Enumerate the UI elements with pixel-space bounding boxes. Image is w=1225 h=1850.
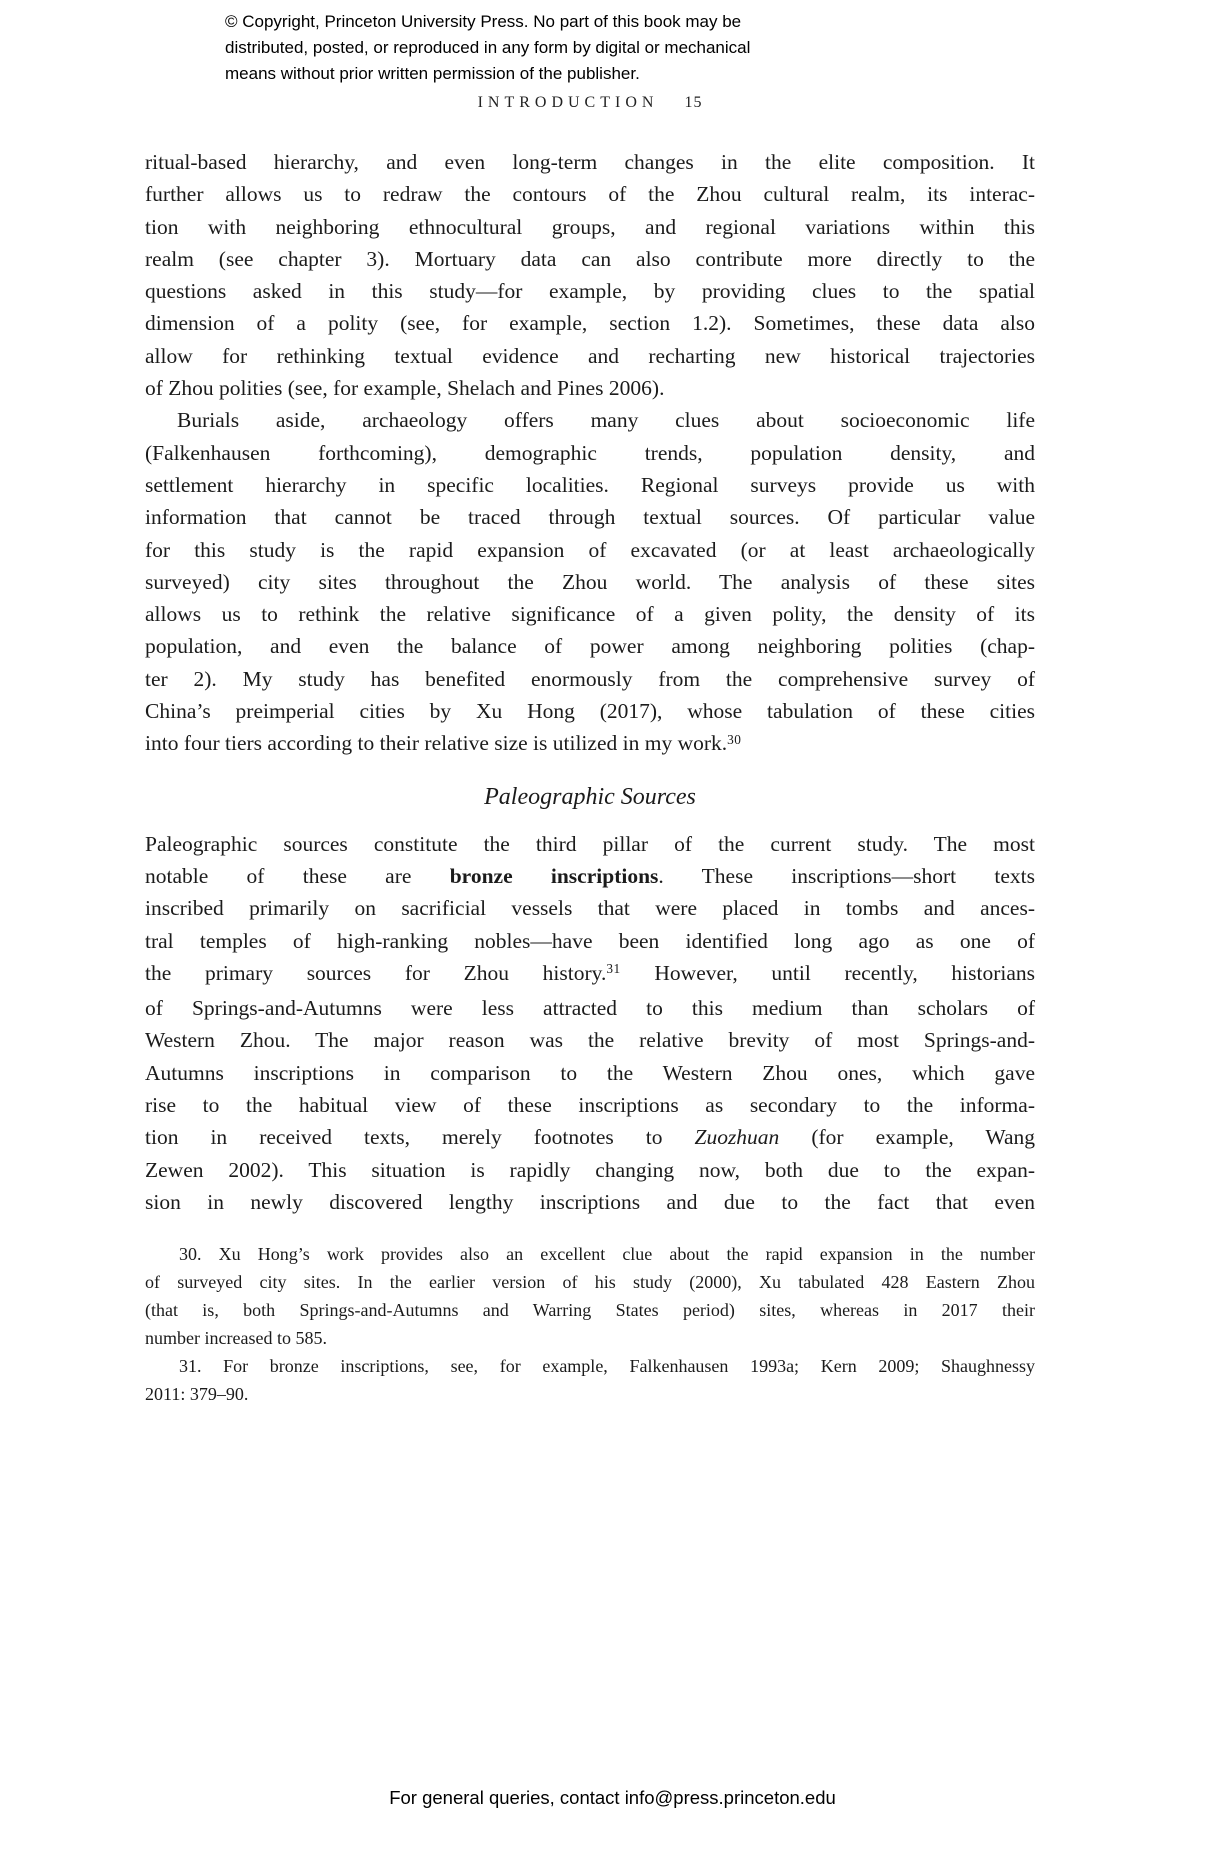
text-segment: dimension of a polity (see, for example, section 1.2). Sometimes, these data also <box>145 311 1035 336</box>
text-segment: of Springs-and-Autumns were less attracted to this medium than scholars of <box>145 996 1035 1021</box>
text-line <box>145 501 1035 533</box>
text-segment: 2011: 379–90. <box>145 1384 249 1404</box>
text-line <box>145 695 1035 727</box>
text-segment: notable of these are <box>145 863 450 888</box>
text-line <box>145 992 1035 1024</box>
paragraph <box>145 146 1035 404</box>
text-line <box>145 892 1035 924</box>
text-segment: population, and even the balance of power among neighboring polities (chap- <box>145 634 1035 659</box>
text-segment: into four tiers according to their relative size is utilized in my work. <box>145 731 728 756</box>
running-head <box>145 94 1035 112</box>
text-segment: the primary sources for Zhou history. <box>145 960 607 985</box>
footnote-line <box>145 1352 1035 1380</box>
text-line <box>145 925 1035 957</box>
text-segment: However, until recently, historians <box>620 960 1035 985</box>
text-line <box>145 663 1035 695</box>
paragraph <box>145 828 1035 1219</box>
footer-contact: For general queries, contact info@press.princeton.edu <box>389 1787 836 1808</box>
text-segment: 30. Xu Hong’s work provides also an excellent clue about the rapid expansion in the number <box>179 1244 1035 1264</box>
text-line <box>145 211 1035 243</box>
text-segment: surveyed) city sites throughout the Zhou world. The analysis of these sites <box>145 569 1035 594</box>
text-segment: rise to the habitual view of these inscriptions as secondary to the informa- <box>145 1093 1035 1118</box>
running-head-title: INTRODUCTION <box>477 94 659 111</box>
footnote-line <box>145 1268 1035 1296</box>
footnote-line <box>145 1324 1035 1352</box>
text-segment: (Falkenhausen forthcoming), demographic trends, population density, and <box>145 440 1035 465</box>
text-line <box>145 469 1035 501</box>
text-segment: allow for rethinking textual evidence and recharting new historical trajectories <box>145 343 1035 368</box>
text-segment: of surveyed city sites. In the earlier version of his study (2000), Xu tabulated 428 Eastern Zhou <box>145 1272 1035 1292</box>
text-segment: Autumns inscriptions in comparison to the Western Zhou ones, which gave <box>145 1060 1035 1085</box>
text-line <box>145 404 1035 436</box>
text-line <box>145 340 1035 372</box>
text-line <box>145 1024 1035 1056</box>
text-line <box>145 727 1035 762</box>
text-segment-sup: 30 <box>727 731 742 747</box>
text-segment-bold: bronze inscriptions <box>449 863 659 888</box>
text-line <box>145 1121 1035 1153</box>
text-segment: . These inscriptions—short texts <box>658 863 1035 888</box>
text-segment: (for example, Wang <box>779 1125 1036 1150</box>
text-line <box>145 1089 1035 1121</box>
text-line <box>145 598 1035 630</box>
text-line <box>145 372 1035 404</box>
copyright-line: means without prior written permission of the publisher. <box>225 64 640 83</box>
text-segment: China’s preimperial cities by Xu Hong (2017), whose tabulation of these cities <box>145 699 1035 724</box>
text-segment: Paleographic sources constitute the third pillar of the current study. The most <box>145 831 1035 856</box>
text-segment-italic: Zuozhuan <box>694 1125 780 1150</box>
text-segment: further allows us to redraw the contours of the Zhou cultural realm, its interac- <box>145 182 1035 207</box>
text-line <box>145 437 1035 469</box>
text-line <box>145 1057 1035 1089</box>
page-number: 15 <box>684 94 703 111</box>
text-segment-sup: 31 <box>606 961 621 977</box>
text-line <box>145 1154 1035 1186</box>
text-segment: for this study is the rapid expansion of excavated (or at least archaeologically <box>145 537 1035 562</box>
text-segment: realm (see chapter 3). Mortuary data can also contribute more directly to the <box>145 246 1035 271</box>
text-segment: sion in newly discovered lengthy inscriptions and due to the fact that even <box>145 1189 1035 1214</box>
text-line <box>145 146 1035 178</box>
text-segment: allows us to rethink the relative significance of a given polity, the density of its <box>145 602 1035 627</box>
text-segment: information that cannot be traced through textual sources. Of particular value <box>145 505 1035 530</box>
text-segment: tral temples of high-ranking nobles—have been identified long ago as one of <box>145 928 1035 953</box>
footnote-line <box>145 1296 1035 1324</box>
text-segment: tion in received texts, merely footnotes to <box>145 1125 695 1150</box>
text-segment: ritual-based hierarchy, and even long-term changes in the elite composition. It <box>145 150 1035 174</box>
paragraph <box>145 404 1035 762</box>
section-heading: Paleographic Sources <box>484 783 696 810</box>
copyright-line: © Copyright, Princeton University Press. No part of this book may be <box>225 12 742 31</box>
text-line <box>145 178 1035 210</box>
text-line <box>145 957 1035 992</box>
text-line <box>145 243 1035 275</box>
text-line <box>145 860 1035 892</box>
footnotes <box>145 1240 1035 1408</box>
text-segment: settlement hierarchy in specific localities. Regional surveys provide us with <box>145 472 1035 497</box>
text-segment: questions asked in this study—for example, by providing clues to the spatial <box>145 279 1035 304</box>
text-line <box>145 566 1035 598</box>
text-segment: 31. For bronze inscriptions, see, for example, Falkenhausen 1993a; Kern 2009; Shaughnessy <box>179 1356 1035 1376</box>
body-text <box>145 146 1035 1218</box>
copyright-line: distributed, posted, or reproduced in any form by digital or mechanical <box>225 38 751 57</box>
text-segment: inscribed primarily on sacrificial vessels that were placed in tombs and ances- <box>145 896 1035 921</box>
text-line <box>145 275 1035 307</box>
text-segment: Zewen 2002). This situation is rapidly changing now, both due to the expan- <box>145 1157 1035 1182</box>
text-segment: of Zhou polities (see, for example, Shelach and Pines 2006). <box>145 376 665 401</box>
text-segment: Burials aside, archaeology offers many clues about socioeconomic life <box>177 408 1035 433</box>
footnote-line <box>145 1380 1035 1408</box>
text-segment: ter 2). My study has benefited enormously from the comprehensive survey of <box>145 666 1035 691</box>
footnote <box>145 1352 1035 1408</box>
text-line <box>145 534 1035 566</box>
footnote <box>145 1240 1035 1352</box>
text-line <box>145 630 1035 662</box>
text-line <box>145 828 1035 860</box>
text-segment: number increased to 585. <box>145 1328 327 1348</box>
text-segment: tion with neighboring ethnocultural groups, and regional variations within this <box>145 214 1035 239</box>
text-segment: Western Zhou. The major reason was the relative brevity of most Springs-and- <box>145 1028 1035 1053</box>
copyright-notice <box>225 9 750 87</box>
footnote-line <box>145 1240 1035 1268</box>
text-line <box>145 1186 1035 1218</box>
text-line <box>145 307 1035 339</box>
text-segment: (that is, both Springs-and-Autumns and Warring States period) sites, whereas in 2017 their <box>145 1300 1035 1320</box>
